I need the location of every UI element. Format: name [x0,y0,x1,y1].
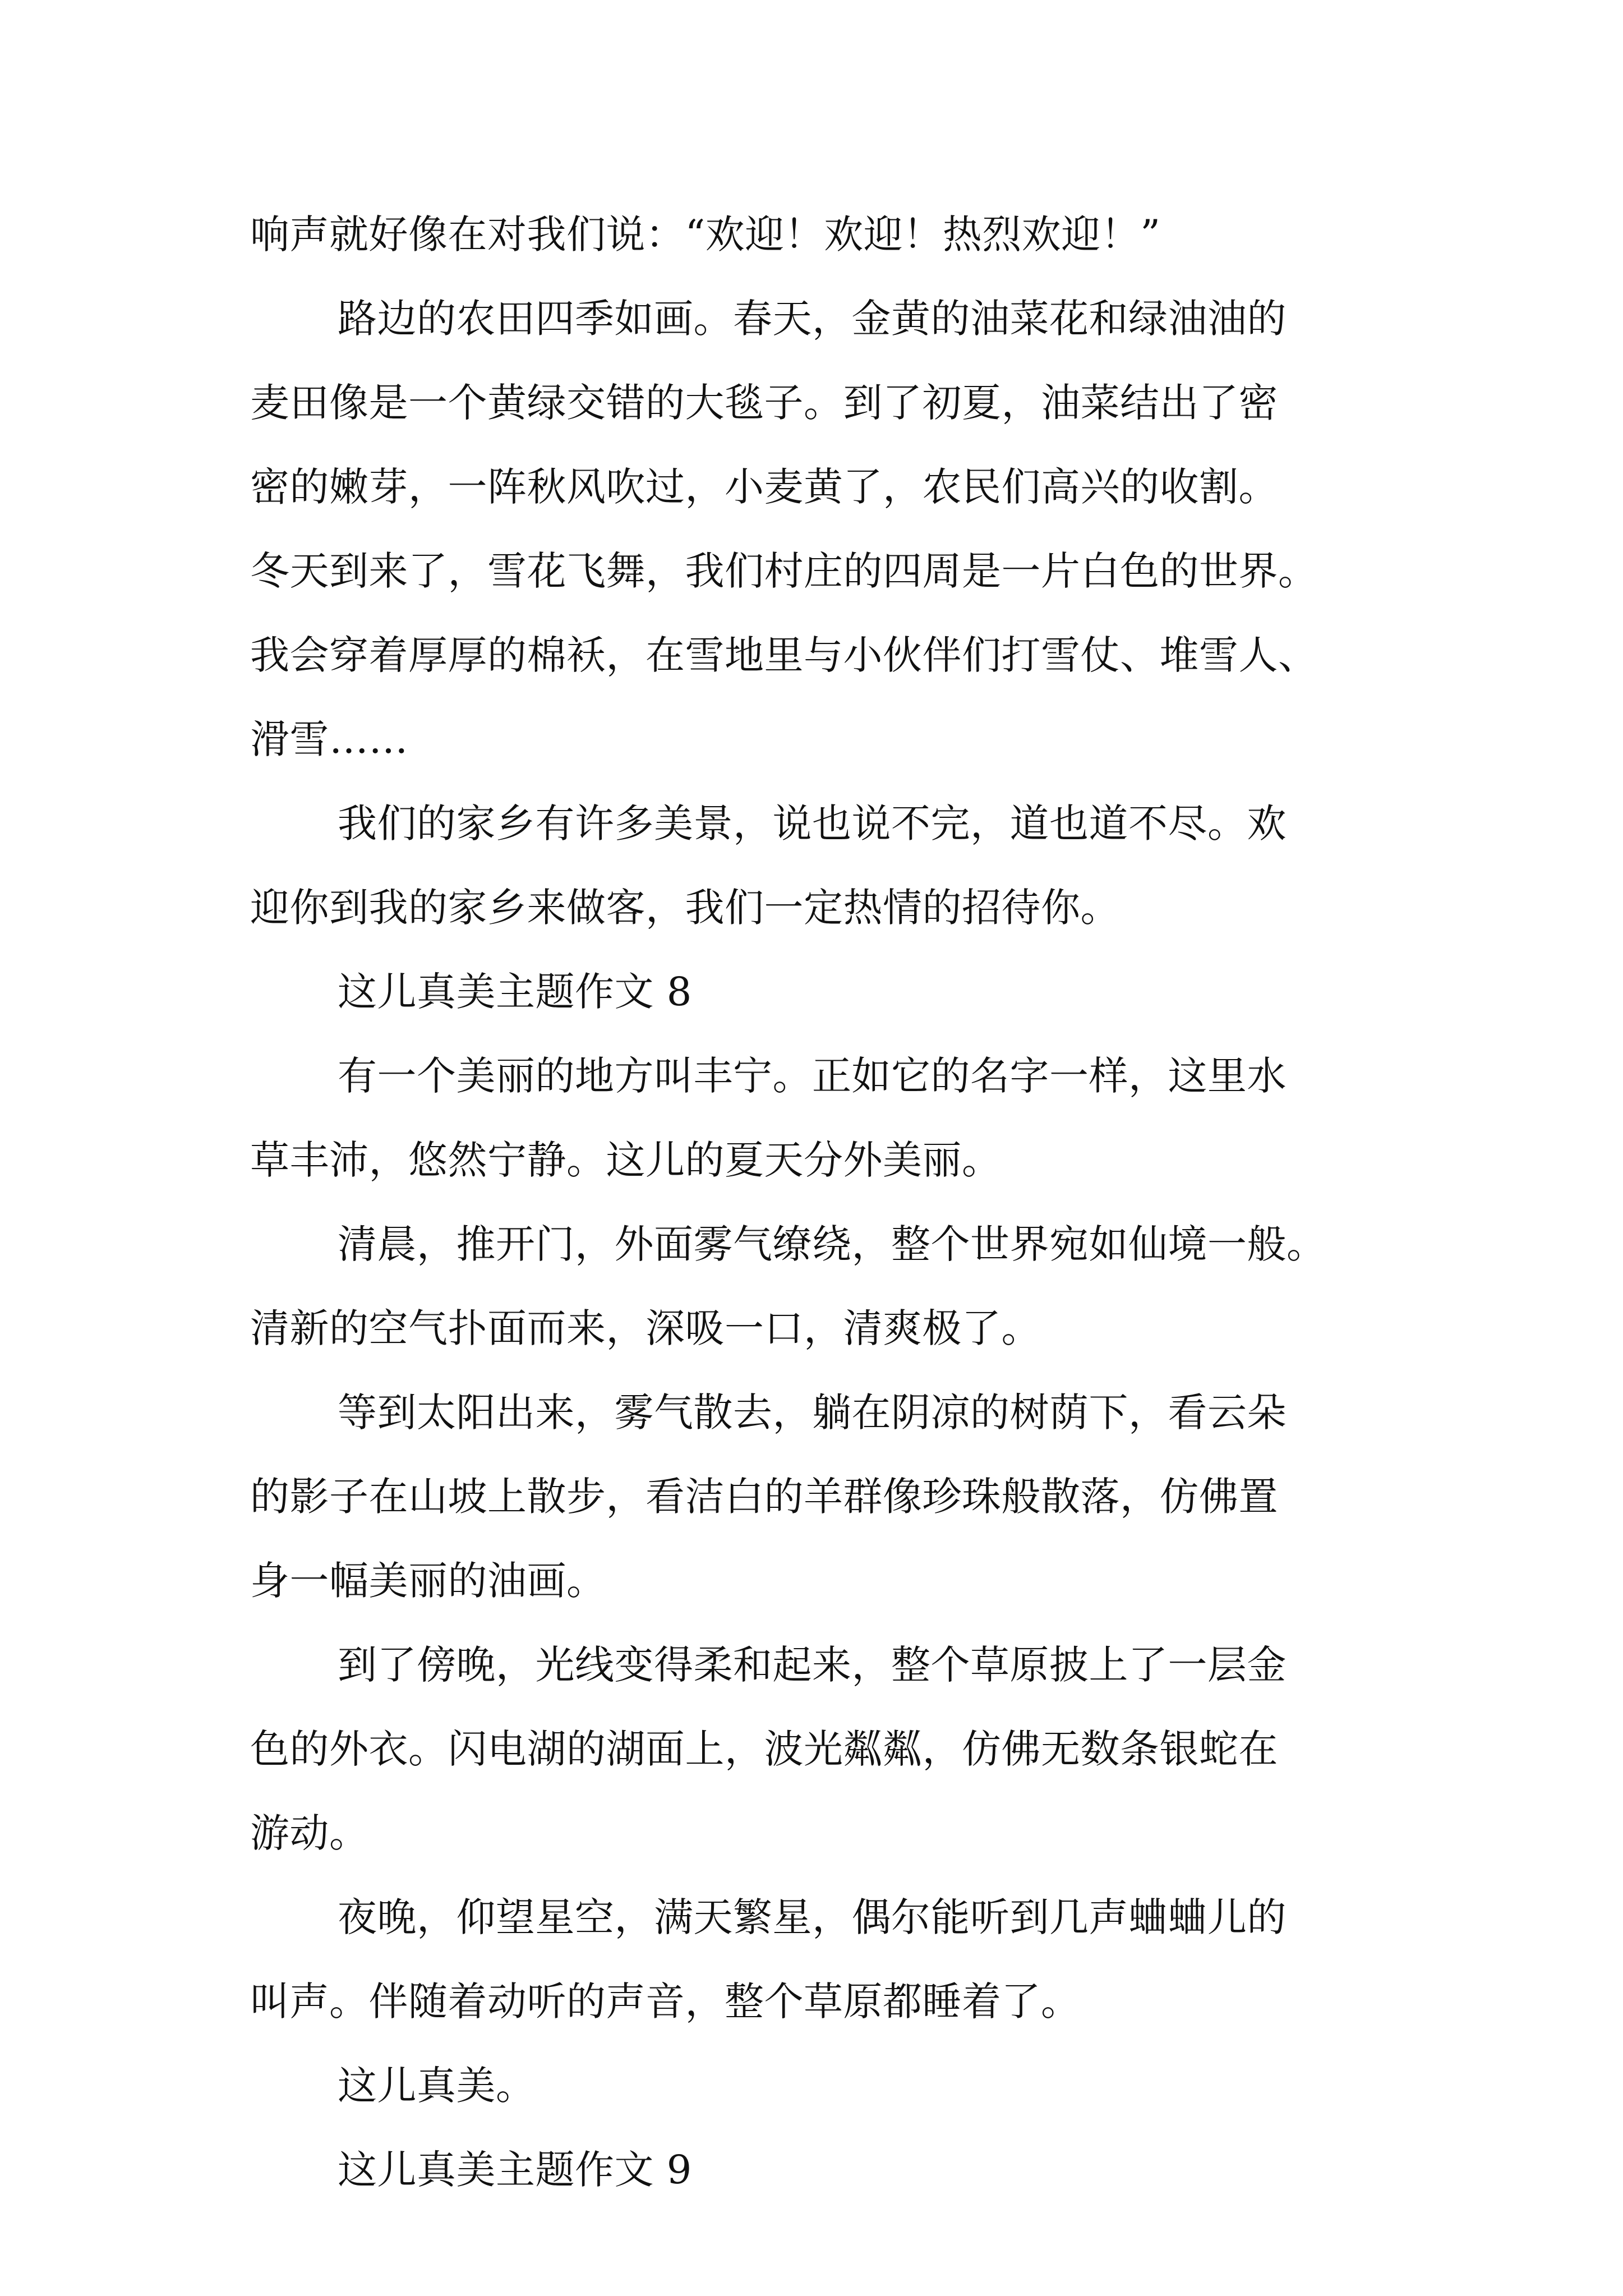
text-line: 麦田像是一个黄绿交错的大毯子。到了初夏，油菜结出了密 [250,380,1278,426]
text-line: 滑雪…… [250,716,408,762]
text-line: 叫声。伴随着动听的声音，整个草原都睡着了。 [250,1978,1081,2024]
text-line: 我们的家乡有许多美景，说也说不完，道也道不尽。欢 [338,800,1287,846]
text-line: 清新的空气扑面而来，深吸一口，清爽极了。 [250,1305,1041,1351]
text-line: 我会穿着厚厚的棉袄，在雪地里与小伙伴们打雪仗、堆雪人、 [250,632,1318,678]
text-line: 清晨，推开门，外面雾气缭绕，整个世界宛如仙境一般。 [338,1221,1326,1267]
text-line: 草丰沛，悠然宁静。这儿的夏天分外美丽。 [250,1137,1002,1183]
text-line: 色的外衣。闪电湖的湖面上，波光粼粼，仿佛无数条银蛇在 [250,1726,1278,1772]
text-line: 响声就好像在对我们说：“欢迎！欢迎！热烈欢迎！” [250,211,1161,257]
text-line: 夜晚，仰望星空，满天繁星，偶尔能听到几声蛐蛐儿的 [338,1894,1287,1940]
text-line: 等到太阳出来，雾气散去，躺在阴凉的树荫下，看云朵 [338,1389,1287,1435]
text-line: 这儿真美。 [338,2063,536,2109]
text-line: 身一幅美丽的油画。 [250,1558,606,1604]
text-line: 路边的农田四季如画。春天，金黄的油菜花和绿油油的 [338,296,1287,342]
text-line: 冬天到来了，雪花飞舞，我们村庄的四周是一片白色的世界。 [250,548,1318,594]
text-line: 迎你到我的家乡来做客，我们一定热情的招待你。 [250,885,1120,931]
text-line: 密的嫩芽，一阵秋风吹过，小麦黄了，农民们高兴的收割。 [250,464,1278,510]
text-line: 到了傍晚，光线变得柔和起来，整个草原披上了一层金 [338,1642,1287,1688]
essay-heading: 这儿真美主题作文 9 [338,2147,692,2193]
text-line: 的影子在山坡上散步，看洁白的羊群像珍珠般散落，仿佛置 [250,1474,1278,1520]
text-line: 游动。 [250,1810,369,1856]
text-line: 有一个美丽的地方叫丰宁。正如它的名字一样，这里水 [338,1053,1287,1099]
essay-heading: 这儿真美主题作文 8 [338,969,692,1015]
